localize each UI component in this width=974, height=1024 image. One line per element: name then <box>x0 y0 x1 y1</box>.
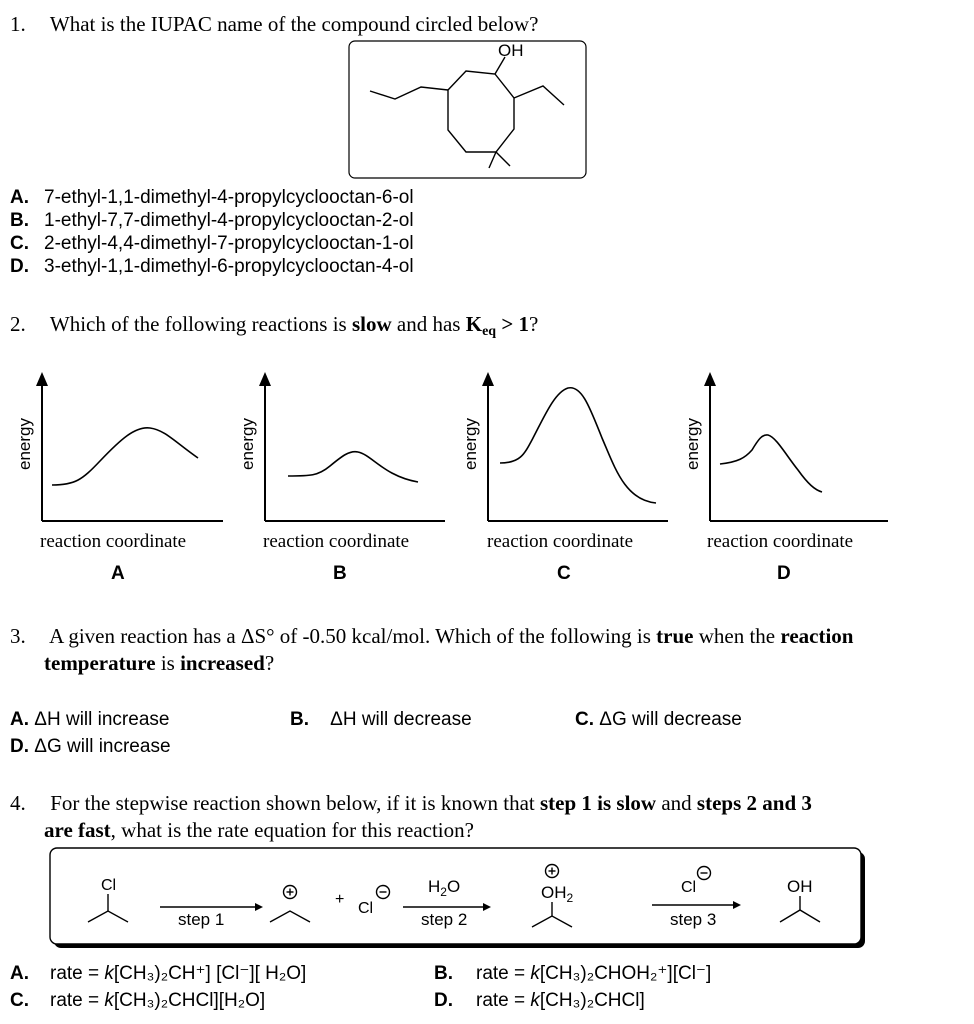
q4-number: 4. <box>10 791 26 815</box>
q1-oh-label: OH <box>498 41 524 60</box>
xlabel-d: reaction coordinate <box>707 531 854 552</box>
q3-number: 3. <box>10 624 26 648</box>
scheme-plus: + <box>335 891 345 908</box>
scheme-step1: step 1 <box>178 910 225 929</box>
scheme-cl-start: Cl <box>101 877 117 894</box>
q3-question: 3. A given reaction has a ΔS° of -0.50 kcal/mol. Which of the following is true when the reaction temperature is increased? <box>10 624 854 675</box>
scheme-cl-reagent: Cl <box>681 879 697 896</box>
energy-curve-a <box>52 428 198 485</box>
q1-options <box>10 186 414 278</box>
scheme-oh-end: OH <box>787 877 813 896</box>
diagram-letter-c[interactable]: C <box>557 563 571 584</box>
q3-option-b[interactable]: B. ΔH will decrease <box>290 709 472 730</box>
q4-option-b[interactable]: B. rate = k[CH₃)₂CHOH₂⁺][Cl⁻] <box>434 963 712 984</box>
q1-text: What is the IUPAC name of the compound circled below? <box>49 12 539 36</box>
q3-option-c[interactable]: C. ΔG will decrease <box>575 709 742 730</box>
xlabel-a: reaction coordinate <box>40 531 187 552</box>
q2-question: 2. Which of the following reactions is slow and has Keq > 1? <box>10 312 539 339</box>
energy-curve-b <box>288 452 418 482</box>
q1-option-b[interactable]: B. 1-ethyl-7,7-dimethyl-4-propylcyclooctan-2-ol <box>10 210 414 231</box>
q2-energy-diagrams <box>0 360 974 600</box>
q3-option-a[interactable]: A. ΔH will increase <box>10 709 170 730</box>
xlabel-b: reaction coordinate <box>263 531 410 552</box>
diagram-letter-a[interactable]: A <box>111 563 125 584</box>
energy-diagram-a[interactable] <box>36 372 223 521</box>
energy-curve-d <box>720 435 822 492</box>
scheme-oh2: $OH_2$ <box>541 883 574 905</box>
energy-curve-c <box>500 388 656 503</box>
energy-diagram-c[interactable] <box>482 372 668 521</box>
q4-option-d[interactable]: D. rate = k[CH₃)₂CHCl] <box>434 990 645 1011</box>
q4-question: 4. For the stepwise reaction shown below, if it is known that step 1 is slow and steps 2 and 3 are fast, what is the rate equation for this reaction? <box>10 791 812 842</box>
cyclooctane-ring <box>370 57 564 168</box>
scheme-step2: step 2 <box>421 910 468 929</box>
ylabel-a: energy <box>15 418 34 470</box>
q2-number: 2. <box>10 312 26 336</box>
q1-number: 1. <box>10 12 26 36</box>
ylabel-d: energy <box>683 418 702 470</box>
energy-diagram-b[interactable] <box>259 372 445 521</box>
scheme-cl-ion: Cl <box>358 900 374 917</box>
xlabel-c: reaction coordinate <box>487 531 634 552</box>
ylabel-b: energy <box>238 418 257 470</box>
scheme-step3: step 3 <box>670 910 717 929</box>
q4-option-c[interactable]: C. rate = k[CH₃)₂CHCl][H₂O] <box>10 990 266 1011</box>
energy-diagram-d[interactable] <box>704 372 888 521</box>
q1-question <box>10 12 538 37</box>
diagram-letter-d[interactable]: D <box>777 563 791 584</box>
scheme-h2o: $H_2O$ <box>428 877 461 899</box>
q1-molecule-box <box>348 40 588 180</box>
q1-option-d[interactable]: D. 3-ethyl-1,1-dimethyl-6-propylcyclooctan-4-ol <box>10 256 414 277</box>
q3-option-d[interactable]: D. ΔG will increase <box>10 736 171 757</box>
q1-option-a[interactable]: A. 7-ethyl-1,1-dimethyl-4-propylcyclooctan-6-ol <box>10 187 414 208</box>
q1-option-c[interactable]: C. 2-ethyl-4,4-dimethyl-7-propylcyclooctan-1-ol <box>10 233 414 254</box>
q4-option-a[interactable]: A. rate = k[CH₃)₂CH⁺] [Cl⁻][ H₂O] <box>10 963 307 984</box>
q4-reaction-scheme <box>48 846 870 954</box>
ylabel-c: energy <box>461 418 480 470</box>
diagram-letter-b[interactable]: B <box>333 563 347 584</box>
